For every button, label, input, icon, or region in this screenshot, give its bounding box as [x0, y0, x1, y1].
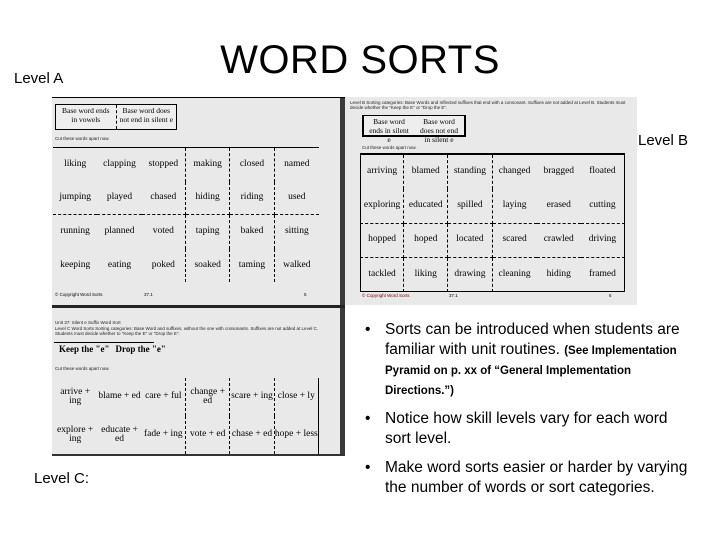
word-card: change + ed — [186, 378, 230, 416]
word-card: exploring — [360, 189, 404, 223]
word-card: running — [60, 226, 90, 236]
word-card: eating — [107, 259, 132, 270]
word-card: crawled — [537, 224, 581, 258]
footer-unit: 37.1 — [449, 293, 458, 298]
word-card: making — [186, 148, 230, 182]
word-card: arrive + ing — [60, 386, 91, 406]
word-card: laying — [493, 189, 537, 223]
level-c-label: Level C: — [34, 470, 90, 487]
word-card: close + ly — [275, 378, 319, 416]
word-card: liking — [404, 258, 448, 292]
panel-edge — [340, 308, 345, 454]
word-card: framed — [581, 258, 625, 292]
word-card: baked — [230, 215, 274, 249]
category-header-box — [55, 104, 177, 130]
category-header-box — [362, 115, 466, 144]
bullet-text: Notice how skill levels vary for each word sort level. — [385, 410, 668, 447]
word-card: cleaning — [493, 258, 537, 292]
word-card: fade + ing — [142, 416, 186, 454]
word-card: driving — [581, 224, 625, 258]
word-card: voted — [142, 215, 186, 249]
word-card: walked — [283, 259, 311, 270]
divider — [54, 342, 154, 343]
footer-copyright: © Copyright Word Sorts — [55, 292, 103, 297]
instruction: Cut these words apart now. — [55, 366, 110, 371]
word-card: clapping — [103, 159, 136, 169]
bullet-text: Make word sorts easier or harder by varying the number of words or sort categories. — [385, 459, 688, 496]
bullet-item — [365, 458, 695, 498]
category-header: Base word does not end in silent e — [420, 117, 458, 144]
word-card: tackled — [360, 258, 404, 292]
footer-page: 5 — [304, 292, 307, 297]
footer-page: 5 — [609, 293, 612, 298]
bullet-note: (See Implementation Pyramid on p. xx of “General Implementation Directions.”) — [385, 345, 677, 397]
word-card: hope + less — [275, 416, 319, 454]
category-header: Base word ends in vowels — [56, 105, 117, 129]
word-card: educated — [404, 189, 448, 223]
word-grid-b — [360, 153, 625, 292]
level-c-sort-image — [52, 305, 345, 456]
word-card: arriving — [360, 155, 404, 189]
word-card: standing — [448, 155, 492, 189]
word-card: care + ful — [142, 378, 186, 416]
category-header: Drop the "e" — [115, 344, 166, 354]
word-card: hopped — [360, 224, 404, 258]
word-card: educate + ed — [101, 424, 138, 444]
word-card: hiding — [537, 258, 581, 292]
word-card: floated — [581, 155, 625, 189]
word-card: blame + ed — [98, 391, 141, 402]
word-card: cutting — [581, 189, 625, 223]
word-card: drawing — [448, 258, 492, 292]
word-card: sitting — [284, 226, 309, 236]
intro-text: Level C Word Sorts Sorting categories: Base Word and suffixes, without the one with consonants. Suffixes are not added at Level C. Students must decide whether to "Keep the E" or "Drop the E". — [55, 326, 319, 336]
word-card: erased — [537, 189, 581, 223]
instruction: Cut these words apart now. — [55, 136, 110, 141]
word-card: riding — [230, 182, 274, 216]
word-grid-a — [53, 147, 319, 282]
word-card: played — [97, 182, 141, 216]
slide-title: WORD SORTS — [220, 38, 500, 82]
word-card: stopped — [142, 148, 186, 182]
level-b-label: Level B — [638, 132, 689, 149]
word-card: keeping — [60, 259, 91, 270]
level-b-sort-image — [345, 97, 637, 305]
footer-copyright: © Copyright Word Sorts — [362, 293, 410, 298]
word-card: hoped — [404, 224, 448, 258]
category-header: Base word ends in silent e — [369, 117, 409, 144]
word-card: taping — [186, 215, 230, 249]
bullet-item — [365, 320, 695, 400]
word-card: planned — [104, 226, 135, 236]
word-card: located — [448, 224, 492, 258]
bullet-text: Sorts can be introduced when students are familiar with unit routines. — [385, 321, 680, 358]
word-grid-c — [53, 378, 319, 454]
intro-title: Unit 37: Silent e Suffix Word Sort — [55, 320, 121, 325]
bullet-item — [365, 409, 695, 449]
category-header: Keep the "e" — [59, 344, 110, 354]
word-card: liking — [64, 159, 87, 169]
word-card: spilled — [448, 189, 492, 223]
bullet-list — [365, 320, 695, 507]
word-card: closed — [230, 148, 274, 182]
level-a-label: Level A — [14, 70, 64, 87]
word-card: vote + ed — [186, 416, 230, 454]
level-a-sort-image — [52, 97, 345, 306]
word-card: explore + ing — [57, 424, 94, 444]
word-card: named — [284, 159, 310, 169]
word-card: taming — [230, 249, 274, 283]
footer-unit: 37.1 — [144, 292, 153, 297]
word-card: chase + ed — [230, 416, 274, 454]
instruction: Cut these words apart now. — [362, 145, 417, 150]
word-card: chased — [142, 182, 186, 216]
category-header: Base word does not end in silent e — [119, 106, 173, 124]
intro-text: Level B Sorting categories: Base Words and Inflected suffixes that end with a consonant. Suffixes are not added at Level B. Students must decide whether the "Keep the E" or "Drop the E". — [350, 100, 626, 110]
category-headers — [59, 344, 166, 354]
word-card: scared — [493, 224, 537, 258]
word-card: used — [275, 182, 319, 216]
word-card: changed — [498, 166, 531, 177]
word-card: soaked — [186, 249, 230, 283]
word-card: scare + ing — [230, 378, 274, 416]
word-card: jumping — [53, 182, 97, 216]
word-card: blamed — [404, 155, 448, 189]
word-card: poked — [142, 249, 186, 283]
word-card: bragged — [543, 166, 575, 177]
word-card: hiding — [186, 182, 230, 216]
